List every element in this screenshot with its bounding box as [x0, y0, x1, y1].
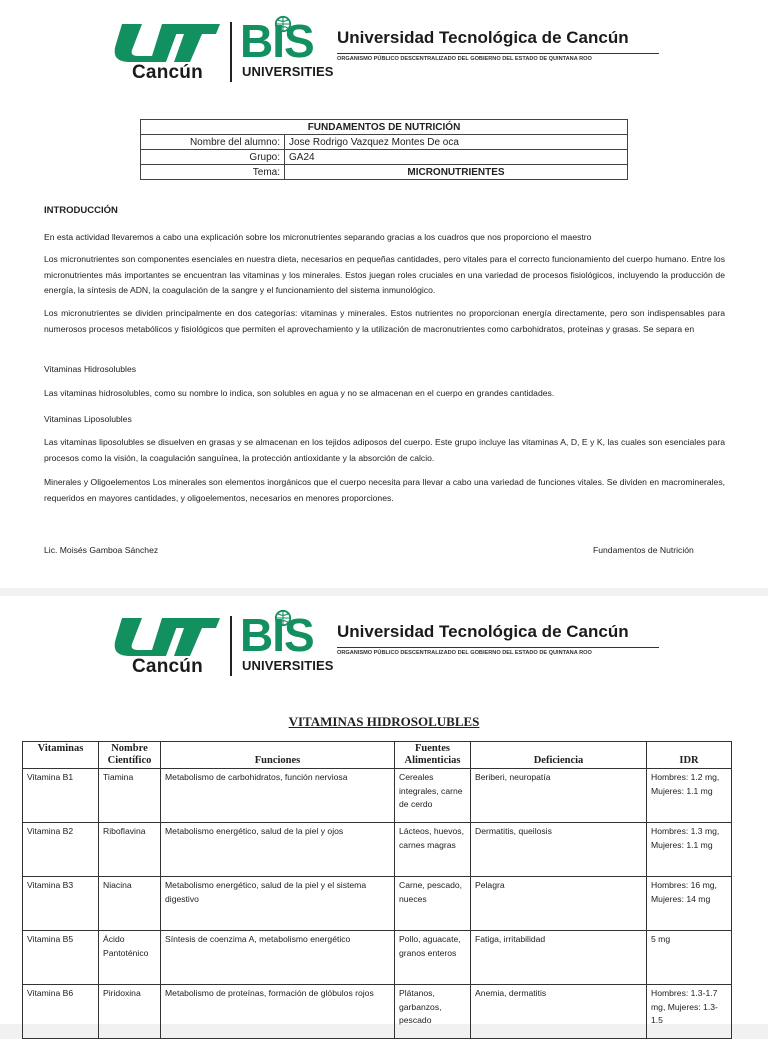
table-row	[23, 931, 732, 985]
course-title: FUNDAMENTOS DE NUTRICIÓN	[141, 120, 628, 135]
table-row	[23, 985, 732, 1039]
table-cell: Vitamina B5	[23, 931, 99, 985]
group-value: GA24	[285, 150, 628, 165]
table-cell: Cereales integrales, carne de cerdo	[395, 769, 471, 823]
vitamins-title: VITAMINAS HIDROSOLUBLES	[288, 714, 480, 729]
table-cell: Ácido Pantoténico	[99, 931, 161, 985]
universities-label: UNIVERSITIES	[242, 64, 334, 79]
section-label: Vitaminas Hidrosolubles	[44, 364, 137, 374]
table-cell: Niacina	[99, 877, 161, 931]
table-cell: Vitamina B3	[23, 877, 99, 931]
intro-paragraph: Las vitaminas hidrosolubles, como su nombre lo indica, son solubles en agua y no se almacenan en el cuerpo en grandes cantidades.	[44, 388, 555, 398]
table-cell: Plátanos, garbanzos, pescado	[395, 985, 471, 1039]
bis-logo: BIS	[240, 609, 314, 661]
table-cell: Tiamina	[99, 769, 161, 823]
topic-value: MICRONUTRIENTES	[285, 165, 628, 180]
university-subtitle: ORGANISMO PÚBLICO DESCENTRALIZADO DEL GOBIERNO DEL ESTADO DE QUINTANA ROO	[337, 650, 592, 656]
cancun-label: Cancún	[132, 62, 203, 83]
globe-icon	[274, 15, 292, 33]
bis-logo: BIS	[240, 15, 314, 67]
table-cell: 5 mg	[647, 931, 732, 985]
intro-paragraph: Los micronutrientes se dividen principalmente en dos categorías: vitaminas y minerales. Estos nutrientes no proporcionan energía directamente, pero son indispensables para numerosos procesos metabólicos y fisiológicos que permiten el aprovechamiento y la utilización de macronutrientes como carbohidratos, proteínas y grasas. Se separa en	[44, 308, 725, 334]
student-label: Nombre del alumno:	[141, 135, 285, 150]
table-cell: Pollo, aguacate, granos enteros	[395, 931, 471, 985]
intro-paragraph: Las vitaminas liposolubles se disuelven en grasas y se almacenan en los tejidos adiposos del cuerpo. Este grupo incluye las vitaminas A, D, E y K, las cuales son esenciales para procesos como la visión, la coagulación sanguínea, la protección antioxidante y la absorción de calcio.	[44, 437, 725, 463]
header-logo	[108, 609, 668, 682]
table-cell: Carne, pescado, nueces	[395, 877, 471, 931]
university-name: Universidad Tecnológica de Cancún	[337, 28, 629, 47]
col-header: Deficiencia	[471, 742, 647, 769]
university-rule	[337, 53, 659, 54]
col-header: Vitaminas	[23, 742, 99, 769]
cancun-label: Cancún	[132, 656, 203, 677]
student-info-table	[140, 119, 628, 180]
footer-author: Lic. Moisés Gamboa Sánchez	[44, 545, 159, 555]
table-cell: Hombres: 1.3 mg, Mujeres: 1.1 mg	[647, 823, 732, 877]
col-header: Funciones	[161, 742, 395, 769]
universities-label: UNIVERSITIES	[242, 658, 334, 673]
intro-heading: INTRODUCCIÓN	[44, 205, 118, 216]
table-row	[23, 877, 732, 931]
table-cell: Piridoxina	[99, 985, 161, 1039]
table-cell: Metabolismo de proteínas, formación de glóbulos rojos	[161, 985, 395, 1039]
table-cell: Lácteos, huevos, carnes magras	[395, 823, 471, 877]
table-cell: Fatiga, irritabilidad	[471, 931, 647, 985]
topic-label: Tema:	[141, 165, 285, 180]
table-cell: Vitamina B6	[23, 985, 99, 1039]
footer-course: Fundamentos de Nutrición	[593, 545, 694, 555]
col-header: Fuentes Alimenticias	[395, 742, 471, 769]
globe-icon	[274, 609, 292, 627]
university-rule	[337, 647, 659, 648]
table-cell: Beriberi, neuropatía	[471, 769, 647, 823]
table-cell: Hombres: 1.3-1.7 mg, Mujeres: 1.3-1.5	[647, 985, 732, 1039]
table-row	[23, 769, 732, 823]
table-cell: Anemia, dermatitis	[471, 985, 647, 1039]
student-value: Jose Rodrigo Vazquez Montes De oca	[285, 135, 628, 150]
table-cell: Vitamina B2	[23, 823, 99, 877]
intro-paragraph: En esta actividad llevaremos a cabo una explicación sobre los micronutrientes separando gracias a los cuadros que nos proporciono el maestro	[44, 232, 592, 242]
university-name: Universidad Tecnológica de Cancún	[337, 622, 629, 641]
table-cell: Metabolismo energético, salud de la piel y ojos	[161, 823, 395, 877]
vitamins-header-row	[23, 742, 732, 769]
table-cell: Metabolismo de carbohidratos, función nerviosa	[161, 769, 395, 823]
intro-paragraph: Minerales y Oligoelementos Los minerales son elementos inorgánicos que el cuerpo necesita para llevar a cabo una variedad de funciones vitales. Se dividen en macrominerales, requeridos en mayores cantidades, y oligoelementos, necesarios en menores proporciones.	[44, 477, 725, 503]
intro-paragraph: Los micronutrientes son componentes esenciales en nuestra dieta, necesarios en pequeñas cantidades, pero vitales para el correcto funcionamiento del cuerpo humano. Entre los micronutrientes más importantes se encuentran las vitaminas y los minerales. Estos juegan roles cruciales en una variedad de procesos fisiológicos, incluyendo la producción de energía, la síntesis de ADN, la coagulación de la sangre y el funcionamiento del sistema inmunológico.	[44, 254, 725, 295]
page-2	[0, 596, 768, 1024]
vitamins-table	[22, 741, 732, 1039]
table-cell: Síntesis de coenzima A, metabolismo energético	[161, 931, 395, 985]
section-label: Vitaminas Liposolubles	[44, 414, 132, 424]
group-label: Grupo:	[141, 150, 285, 165]
table-cell: Dermatitis, queilosis	[471, 823, 647, 877]
col-header: IDR	[647, 742, 732, 769]
table-cell: Riboflavina	[99, 823, 161, 877]
table-cell: Vitamina B1	[23, 769, 99, 823]
header-divider	[230, 22, 232, 82]
col-header: Nombre Científico	[99, 742, 161, 769]
table-row	[23, 823, 732, 877]
table-cell: Metabolismo energético, salud de la piel y el sistema digestivo	[161, 877, 395, 931]
header-logo	[108, 15, 668, 88]
table-cell: Hombres: 16 mg, Mujeres: 14 mg	[647, 877, 732, 931]
university-subtitle: ORGANISMO PÚBLICO DESCENTRALIZADO DEL GOBIERNO DEL ESTADO DE QUINTANA ROO	[337, 56, 592, 62]
table-cell: Hombres: 1.2 mg, Mujeres: 1.1 mg	[647, 769, 732, 823]
table-cell: Pelagra	[471, 877, 647, 931]
header-divider	[230, 616, 232, 676]
